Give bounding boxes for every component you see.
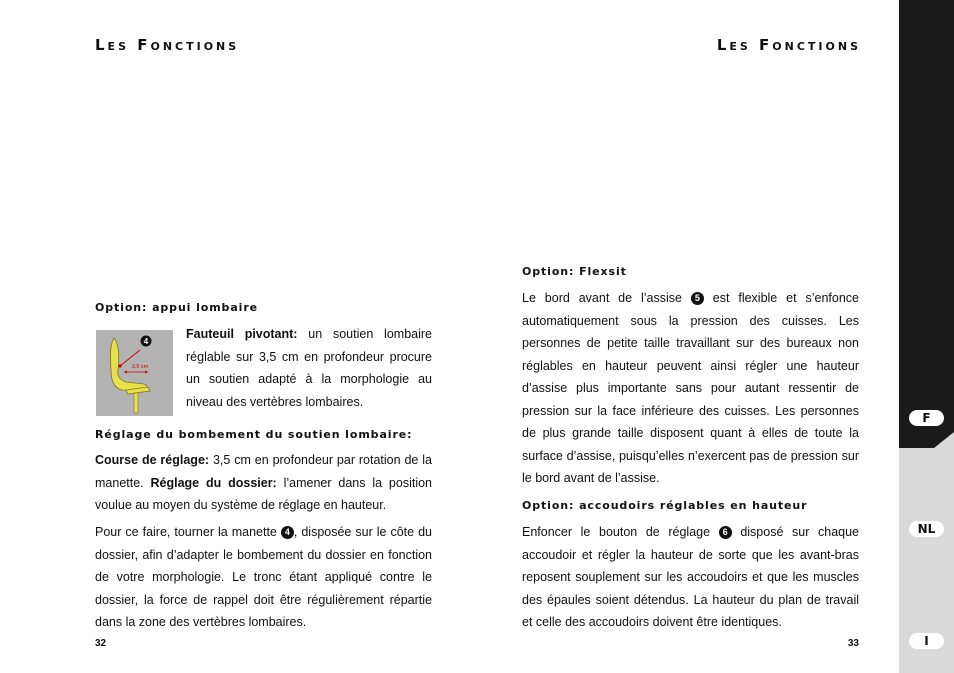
chair-illustration: [96, 330, 173, 416]
armrest-text-2: disposé sur chaque accoudoir et régler la hauteur de sorte que les avant-bras reposent souplement sur les accoudoirs et que les muscles des épaules soient détendus. La hauteur du plan de travail et celle des accoudoirs doivent être identiques.: [522, 525, 859, 629]
adjust-title: Réglage du bombement du soutien lombaire:: [95, 428, 413, 441]
procedure-text-1: Pour ce faire, tourner la manette: [95, 525, 277, 539]
course-bold: Course de réglage:: [95, 453, 210, 467]
armrest-text-1: Enfoncer le bouton de réglage: [522, 525, 711, 539]
sidebar-corner: [899, 430, 954, 450]
pivot-bold: Fauteuil pivotant:: [186, 327, 298, 341]
pivot-paragraph: [186, 323, 432, 413]
flexsit-text-1: Le bord avant de l’assise: [522, 291, 682, 305]
language-sidebar: [899, 0, 954, 673]
armrest-title: Option: accoudoirs réglables en hauteur: [522, 499, 808, 512]
right-page: [477, 0, 899, 673]
left-page-header: Les Fonctions: [95, 36, 240, 54]
callout-6-icon: 6: [719, 526, 732, 539]
language-tab-nl[interactable]: NL: [909, 521, 944, 537]
language-tab-i[interactable]: I: [909, 633, 944, 649]
left-page-number: 32: [95, 638, 107, 649]
callout-4-icon: 4: [281, 526, 294, 539]
language-tab-f[interactable]: F: [909, 410, 944, 426]
course-bold-2: Réglage du dossier:: [150, 475, 277, 490]
right-page-number: 33: [847, 638, 859, 649]
flexsit-title: Option: Flexsit: [522, 265, 627, 278]
pivot-text: un soutien lombaire réglable sur 3,5 cm en profondeur procure un soutien adapté à la morphologie au niveau des vertèbres lombaires.: [186, 327, 432, 409]
procedure-text-2: , disposée sur le côte du dossier, afin d’adapter le bombement du dossier en fonction de votre morphologie. Le tronc étant appliqué contre le dossier, la force de rappel doit être régulièrement répartie dans la zone des vertèbres lombaires.: [95, 525, 432, 629]
right-page-header: Les Fonctions: [716, 36, 861, 54]
callout-5-icon: 5: [691, 292, 704, 305]
armrest-paragraph: [522, 521, 859, 634]
figure-callout-4: 4: [143, 337, 149, 346]
procedure-paragraph: [95, 521, 432, 634]
course-text-1: 3,5 cm en profondeur par rotation de la manette.: [95, 453, 432, 490]
lumbar-figure: [96, 330, 173, 416]
flexsit-text-2: est flexible et s’enfonce automatiquement sous la pression des cuisses. Les personnes de petite taille travaillant sur des bureaux non réglables en hauteur peuvent ainsi régler une hauteur d’assise plus importante sans pour autant ressentir de pression sur la face inférieure des cuisses. Les personnes de plus grande taille disposent quant à elles de toute la surface d’assise, puisqu’elles n’exercent pas de pression sur le bord avant de l’assise.: [522, 291, 859, 485]
flexsit-paragraph: [522, 287, 859, 490]
course-text-2: l’amener dans la position voulue au moyen du système de réglage en hauteur.: [95, 475, 432, 512]
lumbar-title: Option: appui lombaire: [95, 301, 259, 314]
course-paragraph: [95, 449, 432, 517]
figure-measure-label: 3,5 cm: [131, 364, 149, 370]
sidebar-dark-section: [899, 0, 954, 448]
